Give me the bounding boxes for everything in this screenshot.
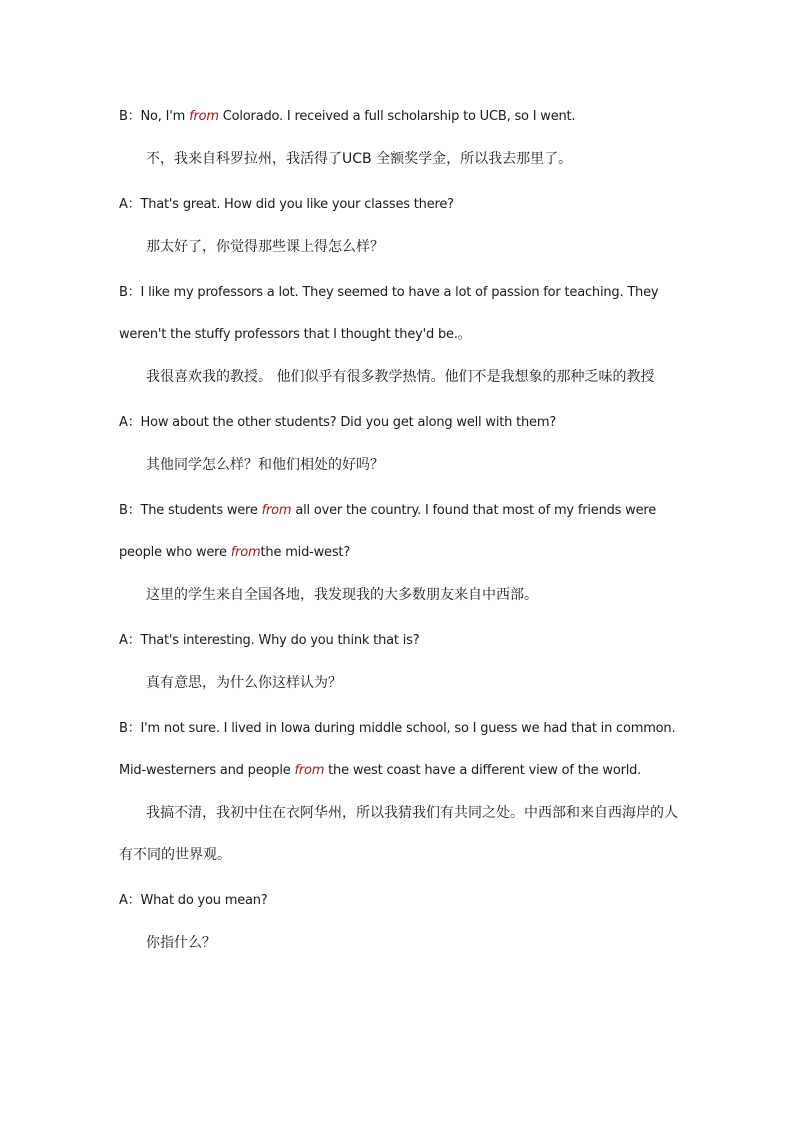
dialogue-line-b-3: B：The students were from all over the country. I found that most of my friends were	[119, 503, 657, 518]
keyword-from: from	[230, 545, 261, 560]
translation-line-5: 这里的学生来自全国各地，我发现我的大多数朋友来自中西部。	[146, 587, 538, 603]
translation-line-2: 那太好了，你觉得那些课上得怎么样？	[146, 239, 384, 255]
dialogue-line-a-1: A：That's great. How did you like your classes there?	[119, 197, 454, 212]
translation-line-8: 你指什么？	[146, 935, 216, 951]
dialogue-line-b-3-cont: people who were fromthe mid-west?	[119, 545, 351, 560]
keyword-from: from	[189, 109, 219, 124]
dialogue-line-b-2-cont: weren't the stuffy professors that I thought they'd be.。	[119, 327, 471, 342]
dialogue-line-a-3: A：That's interesting. Why do you think that is?	[119, 633, 420, 648]
dialogue-line-a-2: A：How about the other students? Did you get along well with them?	[119, 415, 557, 430]
dialogue-line-a-4: A：What do you mean?	[119, 893, 268, 908]
translation-line-1: 不，我来自科罗拉州，我活得了UCB 全额奖学金，所以我去那里了。	[146, 151, 573, 167]
dialogue-line-b-1: B：No, I'm from Colorado. I received a full scholarship to UCB, so I went.	[119, 109, 576, 124]
translation-line-4: 其他同学怎么样？和他们相处的好吗？	[146, 457, 384, 473]
dialogue-line-b-4-cont: Mid-westerners and people from the west coast have a different view of the world.	[119, 763, 642, 778]
keyword-from: from	[261, 503, 292, 518]
translation-line-7: 我搞不清，我初中住在衣阿华州，所以我猜我们有共同之处。中西部和来自西海岸的人	[146, 805, 678, 821]
translation-line-7-cont: 有不同的世界观。	[119, 847, 231, 863]
dialogue-line-b-2: B：I like my professors a lot. They seemed to have a lot of passion for teaching. They	[119, 285, 659, 300]
translation-line-3: 我很喜欢我的教授。 他们似乎有很多教学热情。他们不是我想象的那种乏味的教授	[146, 369, 655, 385]
keyword-from: from	[294, 763, 325, 778]
dialogue-line-b-4: B：I'm not sure. I lived in Iowa during middle school, so I guess we had that in common.	[119, 721, 676, 736]
translation-line-6: 真有意思，为什么你这样认为？	[146, 675, 342, 691]
